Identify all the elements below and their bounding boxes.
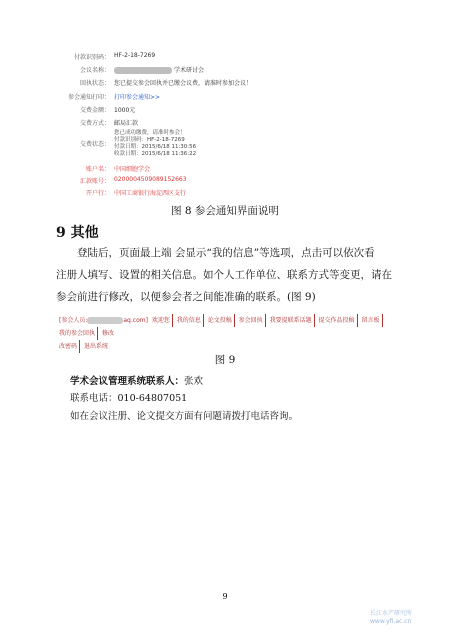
watermark [370, 610, 412, 626]
row-label: 参会通知打印： [67, 94, 110, 101]
paragraph-line: 注册人填写、设置的相关信息。如个人工作单位、联系方式等变更，请在 [56, 269, 392, 281]
nav-message-board[interactable]: 留言板 [359, 314, 382, 327]
nav-user-prefix: [参会人员: [59, 317, 88, 324]
contact-phone [70, 390, 187, 404]
row-value: 学术研讨会 [174, 67, 205, 74]
row-label: 交费金额： [79, 107, 110, 114]
print-notice-row [67, 92, 324, 103]
account-name-row [74, 164, 324, 175]
status-line: 付款识别码：HF-2-18-7269 [114, 137, 185, 143]
nav-topic[interactable]: 我要提联系话题 [268, 314, 315, 327]
nav-my-info[interactable]: 我的信息 [175, 314, 204, 327]
redacted-block [87, 317, 123, 324]
fee-amount-row [74, 105, 324, 116]
contact-note: 如在会议注册、论文提交方面有问题请拨打电话咨询。 [70, 411, 299, 422]
row-label: 汇款账号： [79, 178, 110, 185]
status-line: 收款日期：2015/6/18 11:36:22 [114, 151, 197, 157]
receipt-status-row [74, 78, 324, 89]
contact-name: 张欢 [184, 376, 204, 387]
row-label: 会议名称： [79, 67, 110, 74]
nav-paper-submit[interactable]: 论文投稿 [206, 314, 235, 327]
row-label: 账户名： [85, 166, 110, 173]
figure-9-caption: 图 9 [214, 354, 236, 366]
phone-label: 联系电话： [70, 393, 118, 404]
phone-number: 010-64807051 [117, 393, 188, 404]
status-line: 付款日期：2015/6/18 11:30:56 [114, 144, 197, 150]
paragraph-line: 登陆后，页面最上端 会显示“我的信息”等选项，点击可以依次看 [77, 247, 375, 259]
figure-8-caption: 图 8 参会通知界面说明 [171, 205, 279, 217]
nav-change-password[interactable]: 改密码 [57, 340, 80, 353]
payment-method-row [74, 118, 324, 129]
meeting-name-row [74, 65, 324, 76]
nav-work-submit[interactable]: 提交作品投稿 [317, 314, 358, 327]
row-value: HF-2-18-7269 [114, 52, 156, 59]
account-number-row [74, 176, 324, 187]
top-nav-screenshot [57, 314, 397, 350]
nav-user-suffix: aq.com] [123, 317, 148, 324]
section-heading: 9 其他 [56, 225, 99, 241]
watermark-line: 长江水产研究所 [370, 610, 413, 617]
bank-row [74, 188, 324, 199]
row-value: 1000元 [114, 107, 136, 114]
row-value: 您已提交参会回执并已缴会议费，请准时参加会议！ [114, 80, 253, 87]
nav-welcome: 欢迎您 [150, 314, 173, 327]
payment-id-row [74, 52, 324, 63]
page-number: 9 [222, 592, 228, 601]
redacted-block [114, 67, 172, 74]
row-value: 0200004509089152663 [114, 176, 187, 183]
row-label: 开户行： [85, 190, 110, 197]
contact-person [70, 373, 203, 387]
row-label: 付款识别码： [73, 54, 110, 61]
status-line: 您已成功缴费，请准时参会！ [114, 130, 186, 136]
row-value: 中国细胞学会 [114, 166, 151, 173]
row-label: 交费状态： [79, 141, 110, 148]
nav-receipt[interactable]: 参会回执 [237, 314, 266, 327]
row-label: 交费方式： [79, 120, 110, 127]
nav-modify[interactable]: 修改 [101, 330, 114, 337]
row-label: 回执状态： [79, 80, 110, 87]
watermark-line: www.yfi.ac.cn [370, 618, 412, 625]
contact-label: 学术会议管理系统联系人： [70, 376, 185, 387]
payment-status-row [74, 130, 324, 160]
nav-my-receipt[interactable]: 我的参会回执 [57, 327, 98, 340]
section-paragraph [56, 242, 396, 308]
print-notice-link[interactable]: 打印参会通知>> [114, 94, 161, 101]
notice-screenshot [67, 52, 324, 202]
row-value: 中国工商银行海淀西区支行 [114, 190, 187, 197]
paragraph-line: 参会前进行修改，以便参会者之间能准确的联系。(图 9) [56, 291, 316, 303]
row-value: 邮局汇款 [114, 120, 139, 127]
nav-logout[interactable]: 退出系统 [83, 343, 108, 350]
